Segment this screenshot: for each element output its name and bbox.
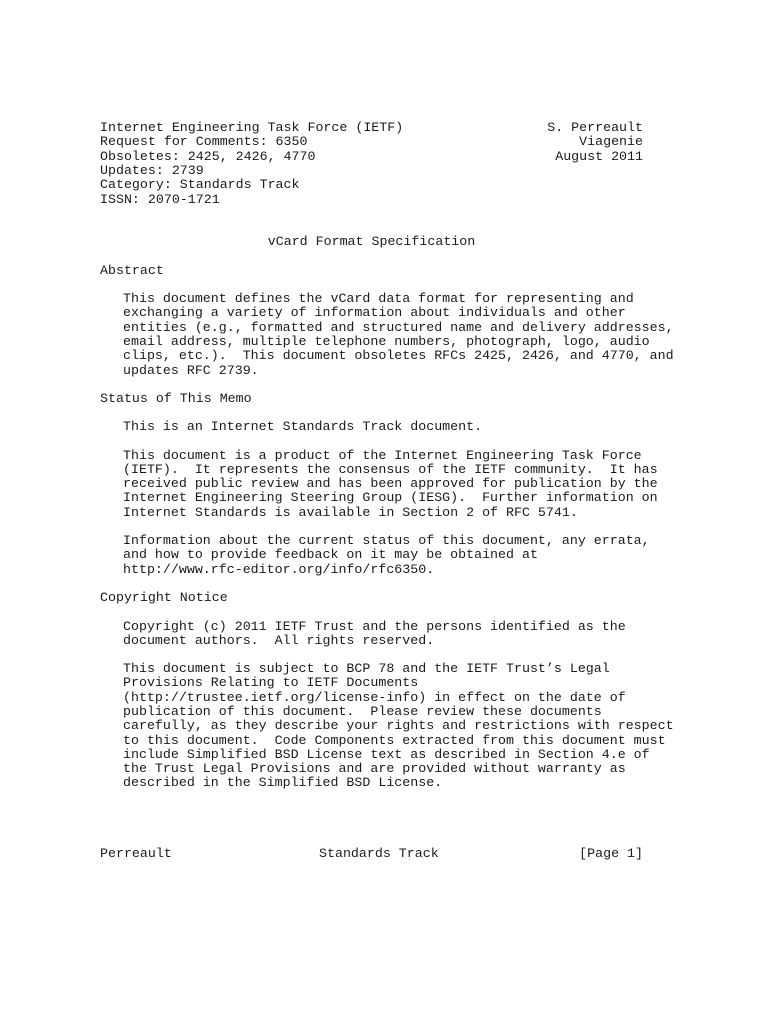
copyright-paragraph-line: (http://trustee.ietf.org/license-info) in effect on the date of [123, 689, 626, 705]
status-paragraph-line: This is an Internet Standards Track document. [123, 419, 483, 434]
copyright-paragraph-line: to this document. Code Components extracted from this document must [123, 732, 666, 748]
header-category: Category: Standards Track [100, 177, 300, 193]
footer-category: Standards Track [319, 846, 439, 861]
copyright-paragraph-line: publication of this document. Please review these documents [123, 703, 602, 719]
header-date: August 2011 [555, 148, 643, 164]
status-paragraph-line: (IETF). It represents the consensus of the IETF community. It has [123, 461, 658, 477]
copyright-paragraph-line: document authors. All rights reserved. [123, 632, 435, 648]
header-row [100, 121, 643, 135]
abstract-line: clips, etc.). This document obsoletes RFCs 2425, 2426, and 4770, and [123, 348, 674, 364]
header-row [100, 150, 643, 164]
abstract-line: updates RFC 2739. [123, 362, 259, 378]
section-heading-abstract: Abstract [100, 263, 164, 278]
header-author: S. Perreault [547, 120, 643, 135]
page-footer [100, 847, 643, 861]
status-paragraph-line: received public review and has been approved for publication by the [123, 476, 658, 492]
copyright-paragraph-line: the Trust Legal Provisions and are provided without warranty as [123, 761, 626, 777]
section-heading-status: Status of This Memo [100, 391, 252, 406]
abstract-line: entities (e.g., formatted and structured name and delivery addresses, [123, 319, 674, 335]
footer-page-number: [Page 1] [579, 846, 643, 861]
abstract-line: This document defines the vCard data format for representing and [123, 291, 634, 306]
abstract-line: email address, multiple telephone numbers, photograph, logo, audio [123, 333, 650, 349]
header-row [100, 135, 643, 149]
abstract-line: exchanging a variety of information about individuals and other [123, 305, 626, 321]
header-issn: ISSN: 2070-1721 [100, 191, 220, 207]
header-organization: Internet Engineering Task Force (IETF) [100, 120, 404, 135]
status-paragraph-line: Internet Engineering Steering Group (IESG). Further information on [123, 490, 658, 506]
copyright-paragraph-line: This document is subject to BCP 78 and the IETF Trust’s Legal [123, 661, 610, 676]
copyright-paragraph-line: carefully, as they describe your rights and restrictions with respect [123, 718, 674, 734]
copyright-paragraph-line: include Simplified BSD License text as described in Section 4.e of [123, 746, 650, 762]
header-updates: Updates: 2739 [100, 162, 204, 178]
header-rfc-number: Request for Comments: 6350 [100, 134, 308, 150]
section-heading-copyright: Copyright Notice [100, 590, 228, 605]
copyright-paragraph-line: described in the Simplified BSD License. [123, 775, 443, 791]
status-paragraph-line: Information about the current status of this document, any errata, [123, 533, 650, 548]
header-affiliation: Viagenie [579, 134, 643, 150]
status-url-line: http://www.rfc-editor.org/info/rfc6350. [123, 561, 435, 577]
status-paragraph-line: and how to provide feedback on it may be obtained at [123, 547, 538, 563]
header-obsoletes: Obsoletes: 2425, 2426, 4770 [100, 148, 316, 164]
footer-author: Perreault [100, 846, 172, 861]
copyright-paragraph-line: Copyright (c) 2011 IETF Trust and the persons identified as the [123, 618, 626, 634]
document-title: vCard Format Specification [267, 234, 476, 249]
copyright-paragraph-line: Provisions Relating to IETF Documents [123, 675, 419, 691]
status-paragraph-line: Internet Standards is available in Section 2 of RFC 5741. [123, 504, 578, 520]
status-paragraph-line: This document is a product of the Internet Engineering Task Force [123, 447, 642, 463]
